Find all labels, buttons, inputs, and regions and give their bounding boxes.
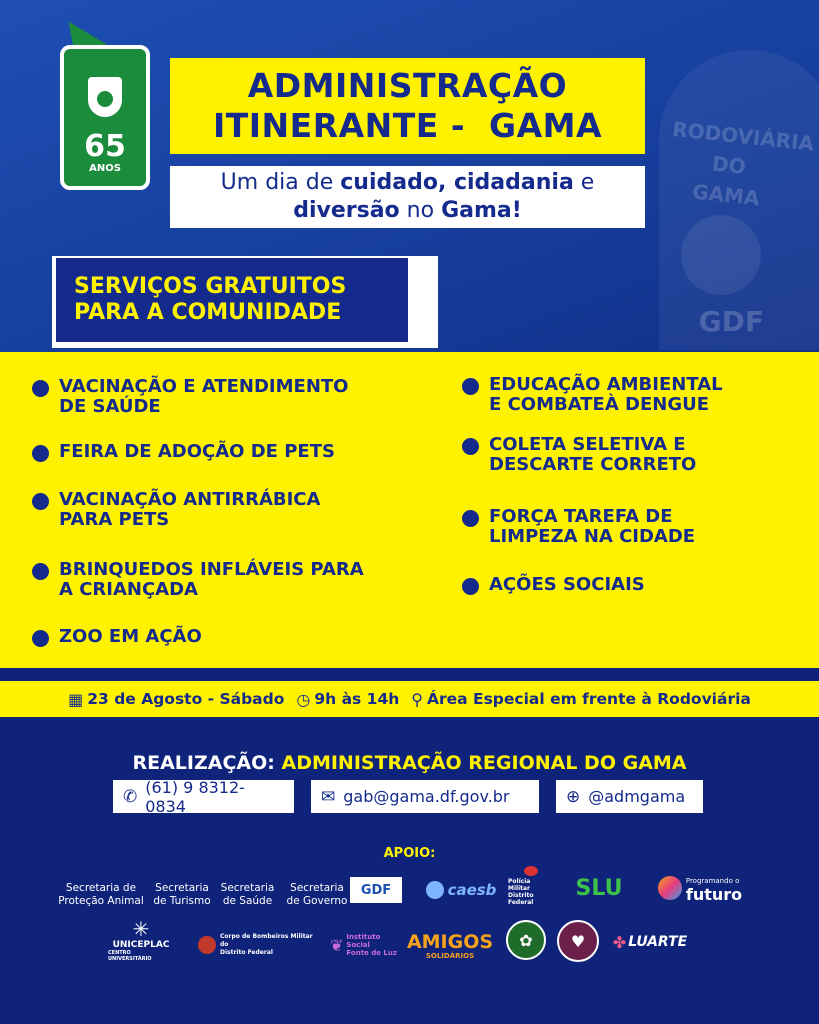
bombeiros-emblem-icon xyxy=(198,936,216,954)
bullet-icon xyxy=(32,563,49,580)
event-place: Área Especial em frente à Rodoviária xyxy=(426,690,751,708)
circle-seal-logo-2 xyxy=(557,920,599,962)
subtitle-box xyxy=(170,166,645,228)
background-gdf-text: GDF xyxy=(698,305,764,338)
service-item: COLETA SELETIVA E DESCARTE CORRETO xyxy=(462,435,696,475)
event-date: 23 de Agosto - Sábado xyxy=(87,690,285,708)
bullet-icon xyxy=(462,378,479,395)
uniceplac-star-icon: ✳ xyxy=(132,917,150,941)
badge-number: 65 xyxy=(84,129,126,164)
title-line-1: ADMINISTRAÇÃO xyxy=(247,66,568,105)
luarte-dots-icon: ✤ xyxy=(612,932,627,952)
caesb-drop-icon xyxy=(426,881,444,899)
clock-icon: ◷ xyxy=(296,689,311,709)
pm-shield-icon xyxy=(524,866,538,876)
uniceplac-logo: ✳ UNICEPLAC CENTRO UNIVERSITÁRIO xyxy=(108,917,170,962)
services-heading-line-2: PARA A COMUNIDADE xyxy=(74,300,342,325)
event-time: 9h às 14h xyxy=(314,690,400,708)
caesb-logo: caesb xyxy=(422,876,500,904)
phone-contact[interactable]: ✆ (61) 9 8312-0834 xyxy=(113,780,294,813)
secretaria-saude: Secretaria de Saúde xyxy=(220,882,275,907)
gama-crest-icon xyxy=(88,77,122,117)
slu-logo: SLU xyxy=(575,875,623,901)
bullet-icon xyxy=(32,380,49,397)
secretaria-governo: Secretaria de Governo xyxy=(286,882,348,907)
bullet-icon xyxy=(32,445,49,462)
bullet-icon xyxy=(462,578,479,595)
secretaria-protecao-animal: Secretaria de Proteção Animal xyxy=(58,882,144,907)
service-item: AÇÕES SOCIAIS xyxy=(462,575,645,595)
secretaria-turismo: Secretaria de Turismo xyxy=(153,882,211,907)
mail-icon: ✉ xyxy=(321,786,336,807)
realizacao: REALIZAÇÃO: ADMINISTRAÇÃO REGIONAL DO GAMA xyxy=(132,752,687,774)
services-heading xyxy=(56,258,408,342)
anniversary-badge xyxy=(60,45,150,190)
gdf-logo: GDF xyxy=(350,877,402,903)
title-line-2: ITINERANTE - GAMA xyxy=(212,106,602,145)
butterfly-icon: ❦ xyxy=(330,935,344,955)
bullet-icon xyxy=(32,493,49,510)
email-contact[interactable]: ✉ gab@gama.df.gov.br xyxy=(311,780,539,813)
service-item: FEIRA DE ADOÇÃO DE PETS xyxy=(32,442,335,462)
seal-paw-icon: ✿ xyxy=(519,930,533,950)
service-item: VACINAÇÃO E ATENDIMENTO DE SAÚDE xyxy=(32,377,348,417)
seal-heart-icon: ♥ xyxy=(570,931,586,951)
calendar-icon: ▦ xyxy=(68,689,84,709)
badge-anos: ANOS xyxy=(89,163,121,174)
pin-icon: ⚲ xyxy=(411,689,423,709)
social-contact[interactable]: ⊕ @admgama xyxy=(556,780,703,813)
service-item: VACINAÇÃO ANTIRRÁBICA PARA PETS xyxy=(32,490,320,530)
apoio-label: APOIO: xyxy=(383,846,436,861)
phone-icon: ✆ xyxy=(123,786,138,807)
services-band xyxy=(0,352,819,668)
service-item: BRINQUEDOS INFLÁVEIS PARA A CRIANÇADA xyxy=(32,560,364,600)
subtitle-line-1: Um dia de cuidado, cidadania e xyxy=(220,170,595,195)
service-item: ZOO EM AÇÃO xyxy=(32,627,202,647)
background-tree-icon xyxy=(681,215,761,295)
bullet-icon xyxy=(462,438,479,455)
pm-df-logo: Polícia Militar Distrito Federal xyxy=(508,866,554,906)
background-building-text: RODOVIÁRIA DO GAMA xyxy=(671,116,816,211)
globe-icon: ⊕ xyxy=(566,786,581,807)
event-info-bar xyxy=(0,681,819,717)
bombeiros-logo: Corpo de Bombeiros Militar do Distrito Federal xyxy=(198,930,316,960)
programando-futuro-logo: Programando o futuro xyxy=(650,872,750,904)
subtitle-line-2: diversão no Gama! xyxy=(293,198,522,223)
bullet-icon xyxy=(32,630,49,647)
luarte-logo: ✤ LUARTE xyxy=(612,932,688,952)
service-item: FORÇA TAREFA DE LIMPEZA NA CIDADE xyxy=(462,507,695,547)
futuro-icon xyxy=(658,876,682,900)
circle-seal-logo-1 xyxy=(506,920,546,960)
fonte-de-luz-logo: ❦ Instituto Social Fonte de Luz xyxy=(330,933,397,957)
title-box xyxy=(170,58,645,154)
bullet-icon xyxy=(462,510,479,527)
services-heading-line-1: SERVIÇOS GRATUITOS xyxy=(74,274,347,299)
service-item: EDUCAÇÃO AMBIENTAL E COMBATEÀ DENGUE xyxy=(462,375,723,415)
amigos-solidarios-logo: AMIGOS SOLIDÁRIOS xyxy=(406,931,494,960)
